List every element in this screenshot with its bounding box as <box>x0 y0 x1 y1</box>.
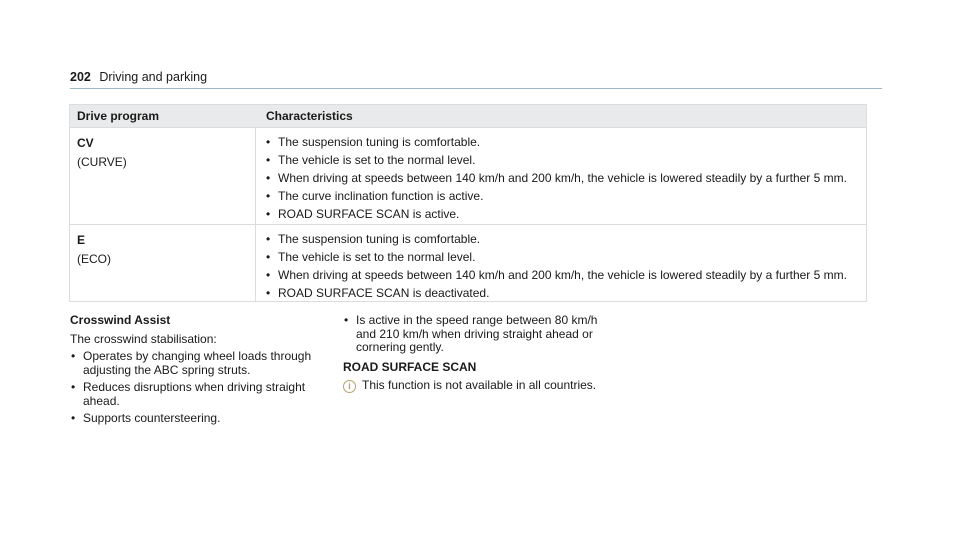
list-item: • The suspension tuning is comfortable. <box>265 136 856 149</box>
list-item: • ROAD SURFACE SCAN is deactivated. <box>265 287 856 300</box>
table-row <box>70 127 866 224</box>
characteristics-cell <box>256 225 866 301</box>
crosswind-heading: Crosswind Assist <box>70 313 171 327</box>
list-item: • When driving at speeds between 140 km/h and 200 km/h, the vehicle is lowered steadily by a further 5 mm. <box>265 172 856 185</box>
drive-program-table <box>69 104 867 302</box>
list-item: • Is active in the speed range between 80 km/h and 210 km/h when driving straight ahead or cornering gently. <box>343 314 613 355</box>
crosswind-intro: The crosswind stabilisation: <box>70 331 217 346</box>
availability-note <box>343 379 613 393</box>
column-header-characteristics: Characteristics <box>266 109 353 123</box>
list-item: • Operates by changing wheel loads through adjusting the ABC spring struts. <box>70 350 320 377</box>
program-name: (CURVE) <box>77 155 127 169</box>
list-item: • The suspension tuning is comfortable. <box>265 233 856 246</box>
list-item: • The vehicle is set to the normal level. <box>265 154 856 167</box>
list-item: • The vehicle is set to the normal level. <box>265 251 856 264</box>
program-code: CV <box>77 136 94 150</box>
list-item: • The curve inclination function is active. <box>265 190 856 203</box>
table-row <box>70 224 866 301</box>
section-title: Driving and parking <box>99 70 208 84</box>
crosswind-continued-section <box>343 314 613 393</box>
drive-program-cell <box>70 225 256 301</box>
program-code: E <box>77 233 86 247</box>
note-text: This function is not available in all countries. <box>362 378 597 392</box>
list-item: • ROAD SURFACE SCAN is active. <box>265 208 856 221</box>
column-header-drive-program: Drive program <box>77 109 160 123</box>
page-number: 202 <box>70 70 91 84</box>
header-divider <box>70 88 882 89</box>
crosswind-assist-section <box>70 314 320 430</box>
program-name: (ECO) <box>77 252 111 266</box>
road-surface-scan-heading: ROAD SURFACE SCAN <box>343 359 477 374</box>
page-header <box>70 70 207 84</box>
list-item: • When driving at speeds between 140 km/h and 200 km/h, the vehicle is lowered steadily by a further 5 mm. <box>265 269 856 282</box>
list-item: • Supports countersteering. <box>70 412 320 426</box>
characteristics-cell <box>256 128 866 224</box>
list-item: • Reduces disruptions when driving straight ahead. <box>70 381 320 408</box>
table-header <box>70 105 866 127</box>
drive-program-cell <box>70 128 256 224</box>
info-icon: i <box>343 380 356 393</box>
